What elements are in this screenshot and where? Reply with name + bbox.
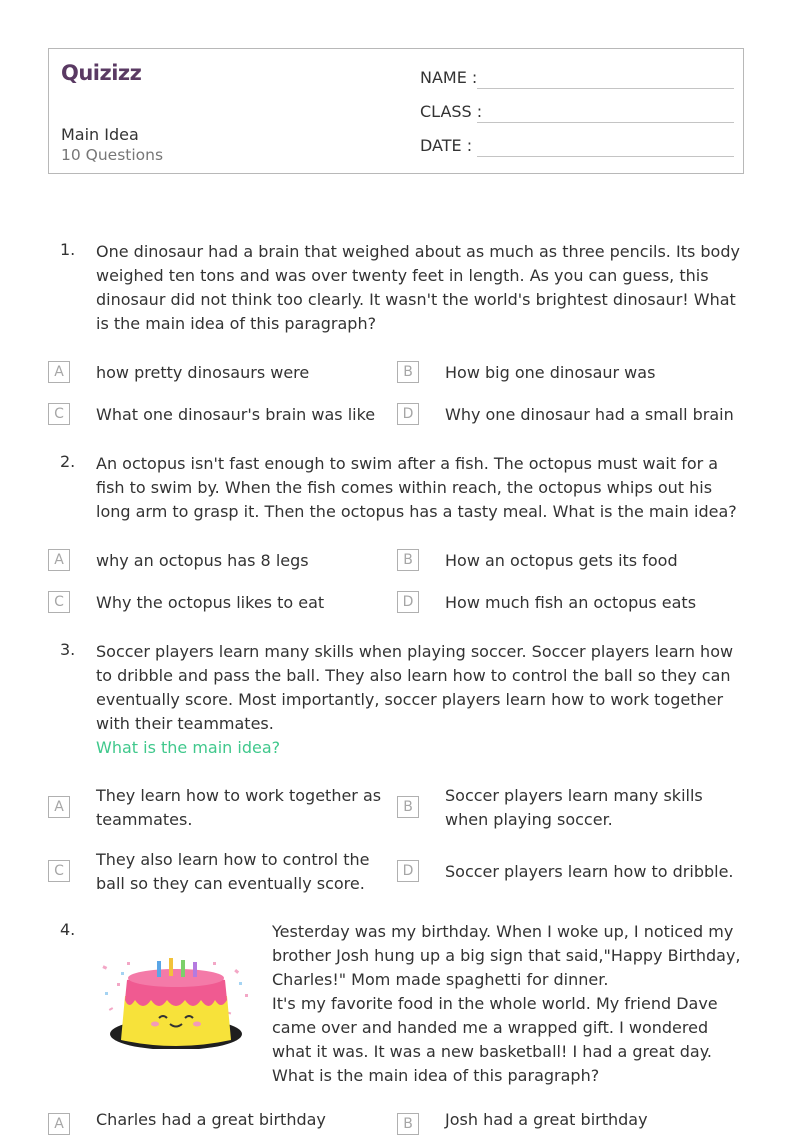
- name-label: NAME :: [420, 68, 478, 87]
- question-text: An octopus isn't fast enough to swim after a fish. The octopus must wait for a fish to swim by. When the fish comes within reach, the octopus whips out his long arm to grasp it. Then the octopus has a tasty meal. What is the main idea?: [96, 454, 737, 521]
- question-number: 1.: [60, 240, 76, 259]
- question-line: Yesterday was my birthday. When I woke up, I noticed my brother Josh hung up a big sign that said,"Happy Birthday, Charles!" Mom made spaghetti for dinner.: [272, 922, 741, 989]
- question-number: 3.: [60, 640, 76, 659]
- option-letter[interactable]: D: [397, 591, 419, 613]
- option-letter[interactable]: D: [397, 403, 419, 425]
- option-text[interactable]: They learn how to work together as teammates.: [96, 786, 382, 829]
- question-number: 4.: [60, 920, 76, 939]
- option-text[interactable]: They also learn how to control the ball so they can eventually score.: [96, 850, 370, 893]
- worksheet-header: [48, 48, 744, 174]
- option-text[interactable]: Why one dinosaur had a small brain: [445, 405, 734, 424]
- worksheet-title: Main Idea: [61, 125, 139, 144]
- option-letter[interactable]: C: [48, 860, 70, 882]
- option-letter[interactable]: A: [48, 1113, 70, 1135]
- class-field[interactable]: [420, 102, 734, 124]
- date-label: DATE :: [420, 136, 473, 155]
- name-field[interactable]: [420, 68, 734, 90]
- option-letter[interactable]: A: [48, 796, 70, 818]
- option-text[interactable]: How big one dinosaur was: [445, 363, 656, 382]
- option-text[interactable]: How an octopus gets its food: [445, 551, 678, 570]
- option-letter[interactable]: B: [397, 1113, 419, 1135]
- option-letter[interactable]: A: [48, 549, 70, 571]
- date-line: [477, 156, 734, 157]
- option-text[interactable]: What one dinosaur's brain was like: [96, 405, 376, 424]
- option-letter[interactable]: B: [397, 796, 419, 818]
- option-letter[interactable]: B: [397, 549, 419, 571]
- option-text[interactable]: Charles had a great birthday: [96, 1110, 326, 1129]
- question-text: [96, 640, 742, 760]
- option-text[interactable]: how pretty dinosaurs were: [96, 363, 310, 382]
- question-text: [272, 920, 742, 1088]
- option-text[interactable]: How much fish an octopus eats: [445, 593, 697, 612]
- option-text[interactable]: Josh had a great birthday: [445, 1110, 648, 1129]
- date-field[interactable]: [420, 136, 734, 158]
- name-line: [477, 88, 734, 89]
- option-text[interactable]: why an octopus has 8 legs: [96, 551, 309, 570]
- birthday-cake-image: [97, 958, 256, 1049]
- option-text[interactable]: Soccer players learn how to dribble.: [445, 862, 734, 881]
- question-line: What is the main idea of this paragraph?: [272, 1066, 600, 1085]
- question-prompt: What is the main idea?: [96, 738, 281, 757]
- option-letter[interactable]: D: [397, 860, 419, 882]
- class-label: CLASS :: [420, 102, 483, 121]
- option-letter[interactable]: C: [48, 403, 70, 425]
- option-letter[interactable]: C: [48, 591, 70, 613]
- question-count: 10 Questions: [61, 146, 164, 164]
- class-line: [477, 122, 734, 123]
- option-text[interactable]: Soccer players learn many skills when playing soccer.: [445, 786, 703, 829]
- question-line: It's my favorite food in the whole world. My friend Dave came over and handed me a wrapped gift. I wondered what it was. It was a new basketball! I had a great day.: [272, 994, 718, 1061]
- option-letter[interactable]: A: [48, 361, 70, 383]
- question-text: One dinosaur had a brain that weighed about as much as three pencils. Its body weighed ten tons and was over twenty feet in length. As you can guess, this dinosaur did not think too clearly. It wasn't the world's brightest dinosaur! What is the main idea of this paragraph?: [96, 242, 740, 333]
- option-text[interactable]: Why the octopus likes to eat: [96, 593, 325, 612]
- svg-text:Quizizz: Quizizz: [61, 61, 142, 85]
- question-body: Soccer players learn many skills when playing soccer. Soccer players learn how to dribble and pass the ball. They also learn how to control the ball so they can eventually score. Most importantly, soccer players learn how to work together with their teammates.: [96, 642, 734, 733]
- question-number: 2.: [60, 452, 76, 471]
- quizizz-logo: [61, 58, 151, 88]
- option-letter[interactable]: B: [397, 361, 419, 383]
